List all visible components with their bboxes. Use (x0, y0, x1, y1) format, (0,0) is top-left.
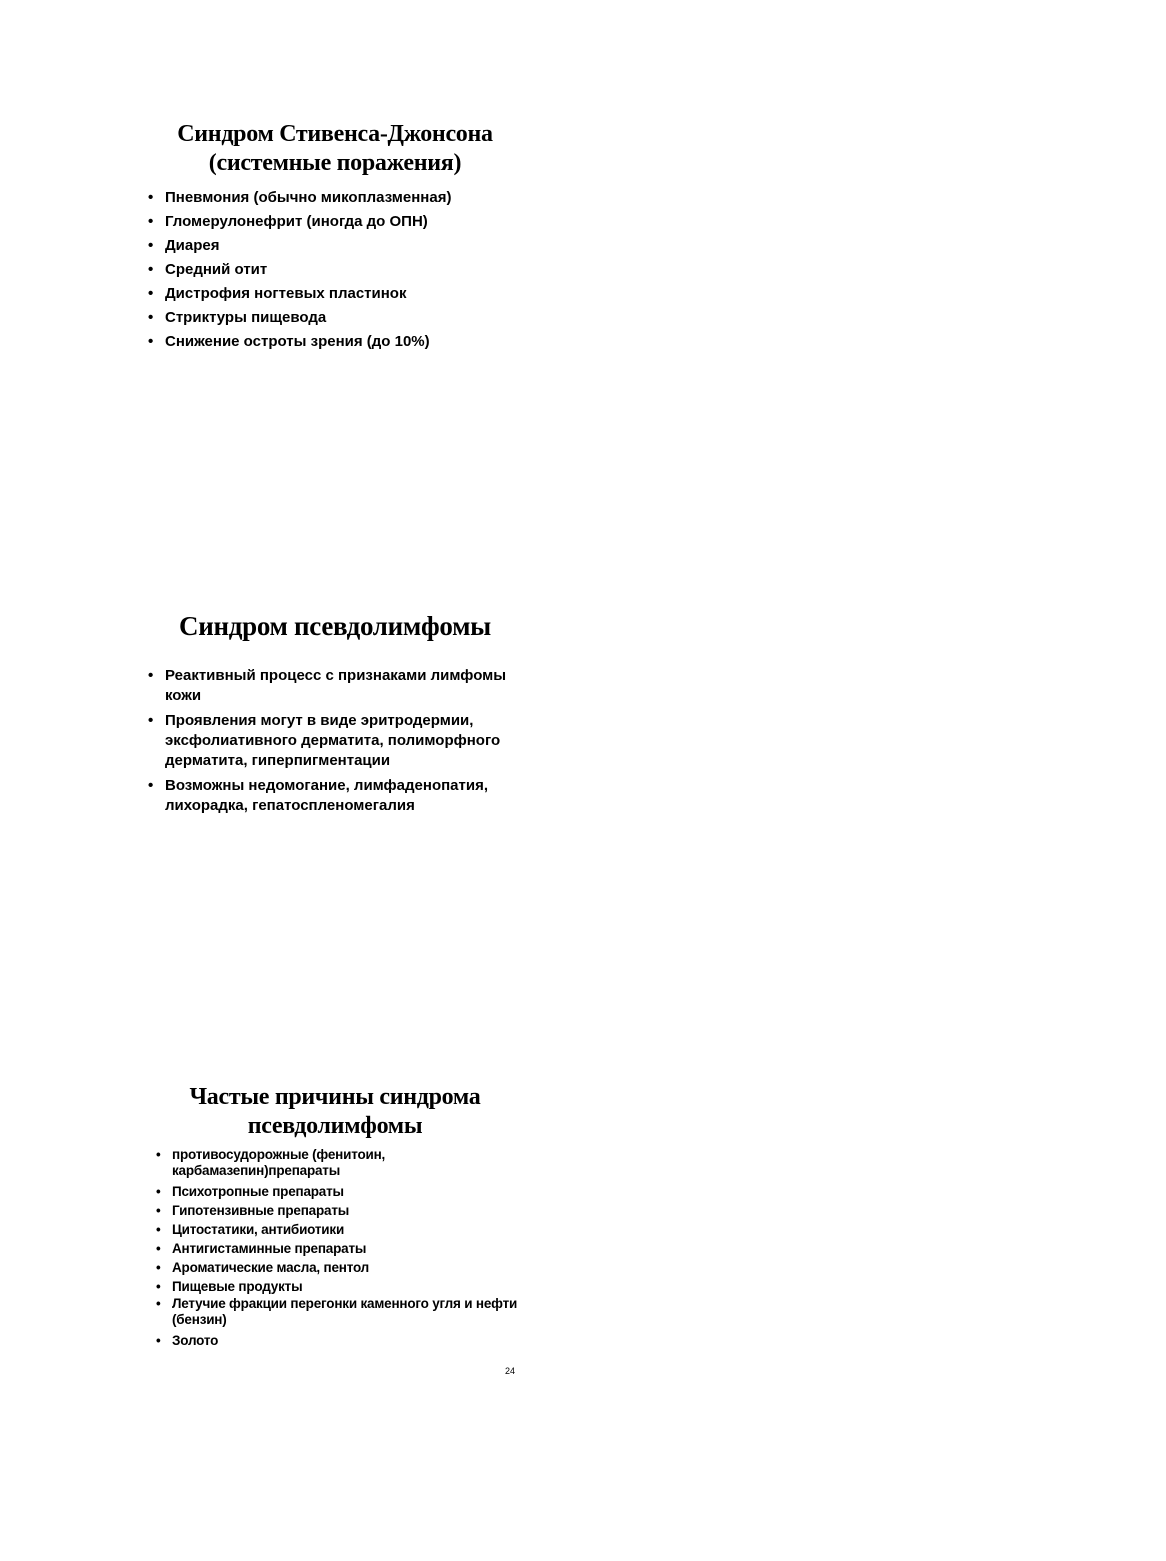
list-item: • Цитостатики, антибиотики (130, 1220, 540, 1239)
bullet-list (130, 666, 540, 816)
list-item: • Ароматические масла, пентол (130, 1258, 540, 1277)
slide-title (130, 1083, 540, 1141)
list-item: • Гипотензивные препараты (130, 1201, 540, 1220)
slide-title (130, 120, 540, 178)
slide-title (130, 610, 540, 642)
title-line: Синдром Стивенса-Джонсона (177, 121, 493, 147)
title-line: Синдром псевдолимфомы (179, 611, 491, 641)
bullet-list (130, 1147, 540, 1350)
title-line: (системные поражения) (208, 150, 462, 176)
list-item: • Снижение остроты зрения (до 10%) (130, 330, 540, 354)
list-item: • Летучие фракции перегонки каменного угля и нефти (бензин) (130, 1296, 540, 1328)
page-number: 24 (505, 1366, 516, 1376)
list-item: • Пневмония (обычно микоплазменная) (130, 186, 540, 210)
slide-stevens-johnson (130, 120, 540, 354)
slide-pseudolymphoma (130, 610, 540, 821)
list-item: • Стриктуры пищевода (130, 306, 540, 330)
title-line: псевдолимфомы (247, 1113, 423, 1139)
list-item: • Гломерулонефрит (иногда до ОПН) (130, 210, 540, 234)
list-item: • Пищевые продукты (130, 1277, 540, 1296)
list-item: • Средний отит (130, 258, 540, 282)
title-line: Частые причины синдрома (189, 1084, 481, 1110)
slide-pseudolymphoma-causes (130, 1083, 540, 1350)
list-item: • Дистрофия ногтевых пластинок (130, 282, 540, 306)
list-item: • Психотропные препараты (130, 1182, 540, 1201)
list-item: • противосудорожные (фенитоин, карбамазепин)препараты (130, 1147, 540, 1179)
bullet-list (130, 186, 540, 354)
list-item: • Возможны недомогание, лимфаденопатия, лихорадка, гепатоспленомегалия (130, 776, 540, 816)
list-item: • Золото (130, 1331, 540, 1350)
list-item: • Реактивный процесс с признаками лимфомы кожи (130, 666, 540, 706)
list-item: • Антигистаминные препараты (130, 1239, 540, 1258)
list-item: • Диарея (130, 234, 540, 258)
list-item: • Проявления могут в виде эритродермии, эксфолиативного дерматита, полиморфного дерматита, гиперпигментации (130, 711, 540, 771)
